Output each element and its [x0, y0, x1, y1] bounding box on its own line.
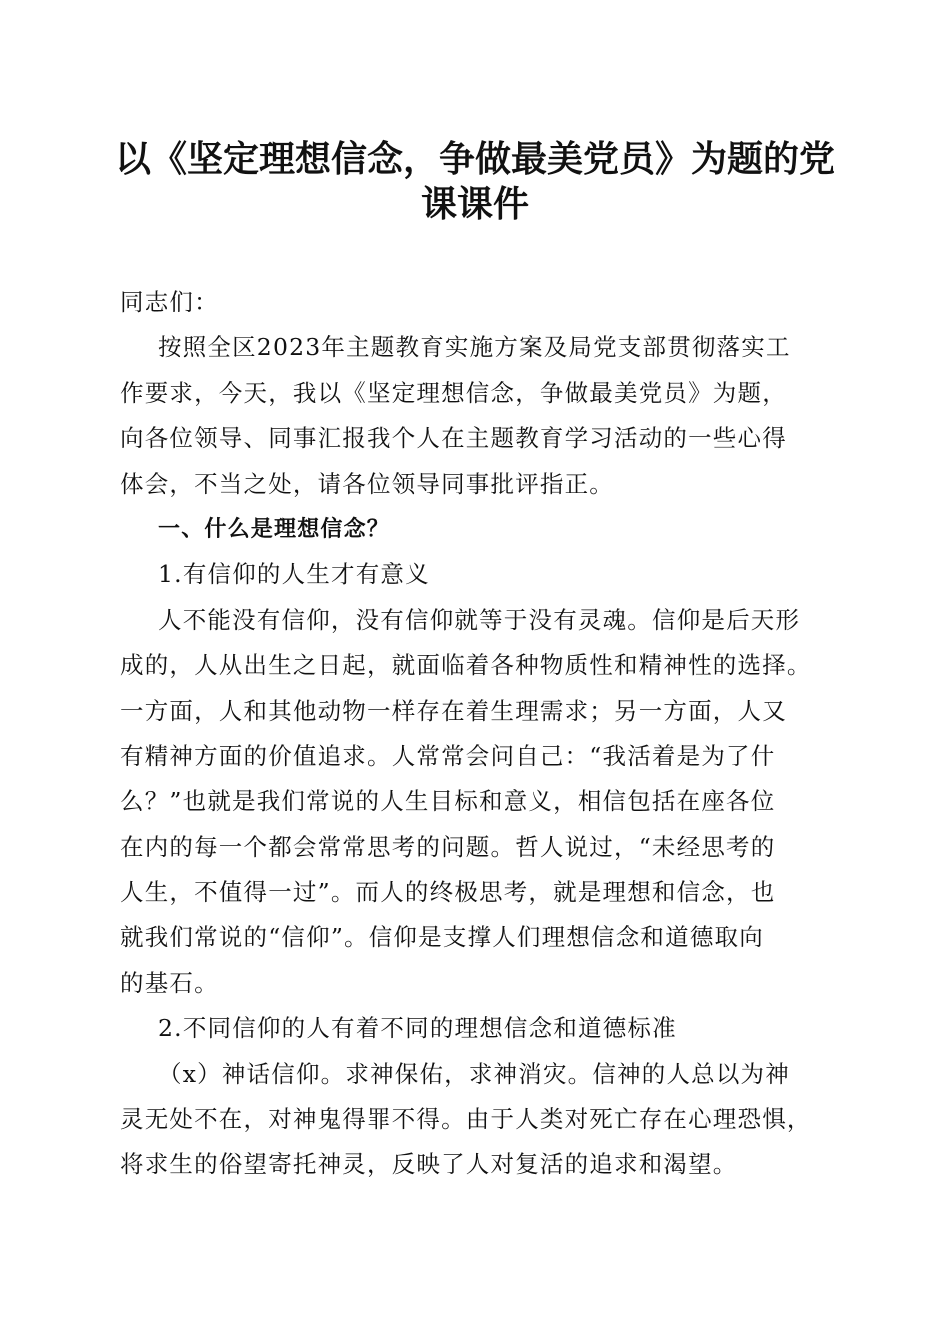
paragraph-line: 就我们常说的“信仰”。信仰是支撑人们理想信念和道德取向: [120, 923, 764, 952]
paragraph-line: 一方面，人和其他动物一样存在着生理需求；另一方面，人又: [120, 696, 787, 725]
document-body: [120, 280, 826, 1188]
document-title-line-2: 课课件: [420, 184, 529, 225]
paragraph-line: 有精神方面的价值追求。人常常会问自己：“我活着是为了什: [120, 741, 776, 770]
paragraph-line: 的基石。: [120, 968, 219, 997]
document-title-line-1: 以《坚定理想信念，争做最美党员》为题的党: [114, 139, 835, 180]
intro-line: 按照全区2023年主题教育实施方案及局党支部贯彻落实工: [158, 333, 791, 362]
paragraph-line: 人不能没有信仰，没有信仰就等于没有灵魂。信仰是后天形: [158, 605, 801, 634]
subsection-heading: 1.有信仰的人生才有意义: [158, 560, 430, 589]
section-heading: 一、什么是理想信念？: [158, 516, 391, 542]
paragraph-line: （x）神话信仰。求神保佑，求神消灾。信神的人总以为神: [158, 1059, 790, 1088]
intro-line: 体会，不当之处，请各位领导同事批评指正。: [120, 469, 614, 498]
paragraph-line: 灵无处不在，对神鬼得罪不得。由于人类对死亡存在心理恐惧，: [120, 1105, 812, 1134]
intro-line: 作要求，今天，我以《坚定理想信念，争做最美党员》为题，: [120, 378, 787, 407]
paragraph-line: 将求生的俗望寄托神灵，反映了人对复活的追求和渴望。: [120, 1150, 738, 1179]
intro-line: 向各位领导、同事汇报我个人在主题教育学习活动的一些心得: [120, 424, 787, 453]
greeting: 同志们：: [120, 288, 219, 316]
paragraph-line: 人生，不值得一过”。而人的终极思考，就是理想和信念，也: [120, 878, 776, 907]
paragraph-line: 在内的每一个都会常常思考的问题。哲人说过，“未经思考的: [120, 832, 776, 861]
paragraph-line: 么？”也就是我们常说的人生目标和意义，相信包括在座各位: [120, 787, 776, 816]
subsection-heading: 2.不同信仰的人有着不同的理想信念和道德标准: [158, 1014, 677, 1043]
paragraph-line: 成的，人从出生之日起，就面临着各种物质性和精神性的选择。: [120, 651, 812, 680]
